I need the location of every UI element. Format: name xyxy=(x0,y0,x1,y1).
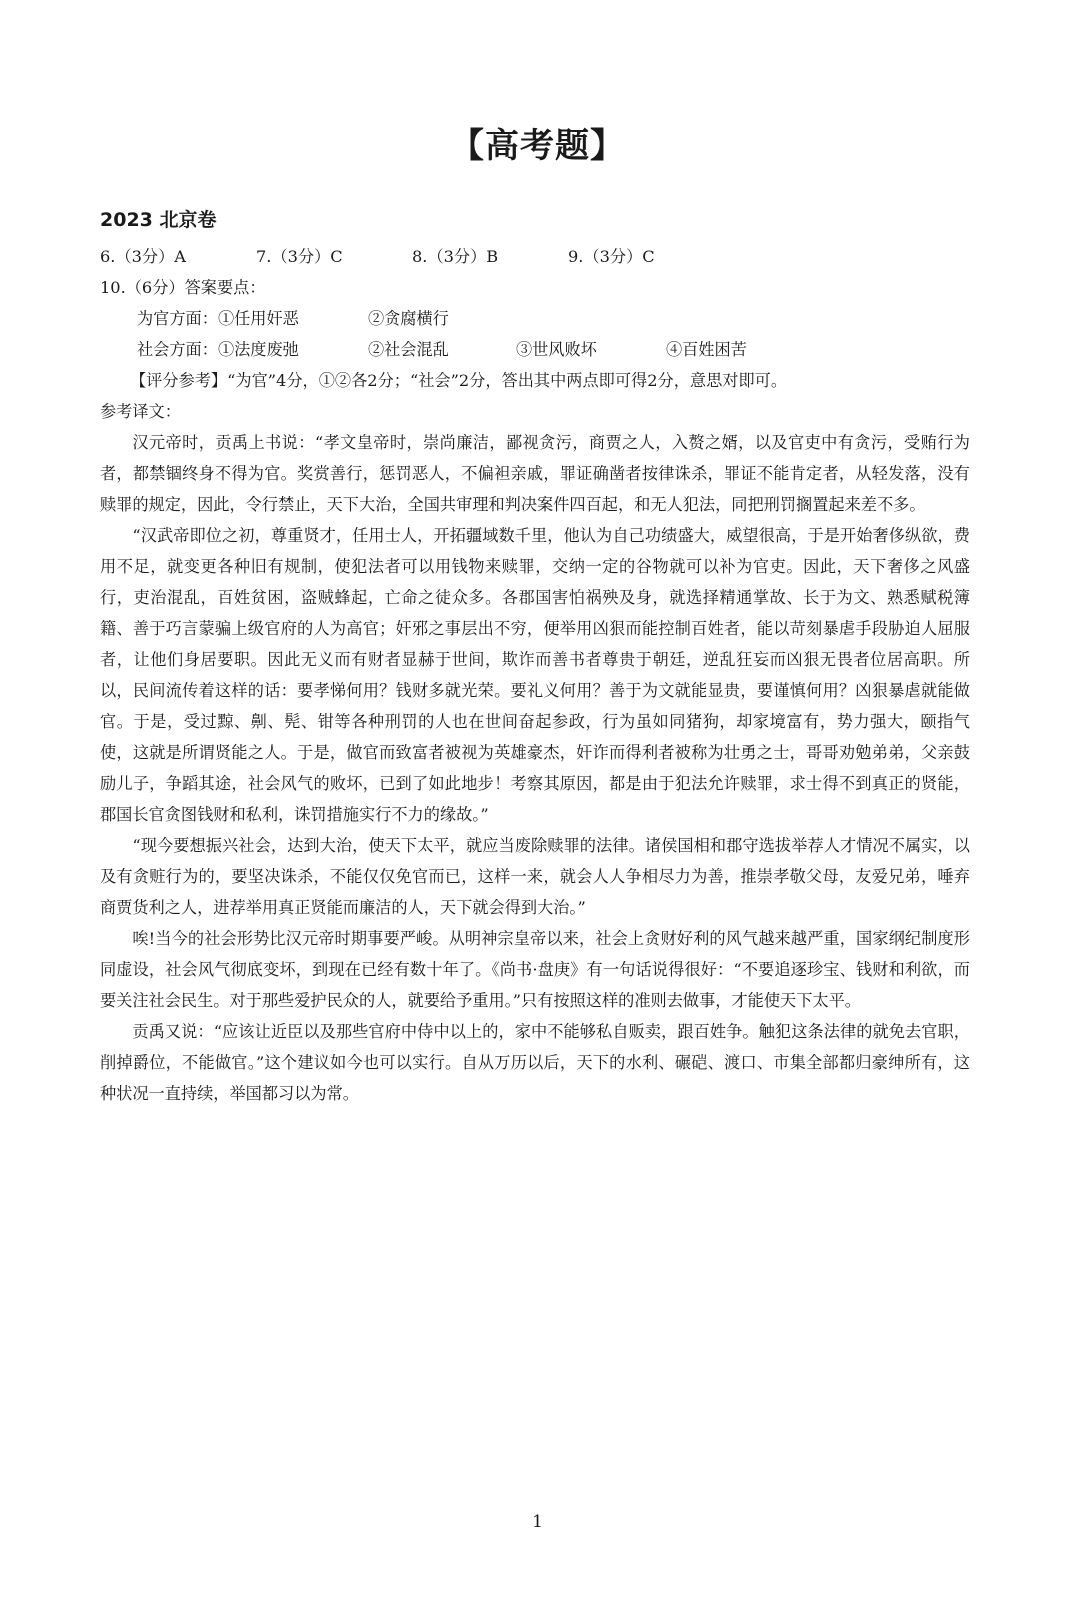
answer-item: 6.（3分）A xyxy=(100,247,186,266)
scoring-note: 【评分参考】“为官”4分，①②各2分；“社会”2分，答出其中两点即可得2分，意思对即可。 xyxy=(130,371,788,390)
translation-paragraph: 唉!当今的社会形势比汉元帝时期事要严峻。从明神宗皇帝以来，社会上贪财好利的风气越来越严重，国家纲纪制度形同虚设，社会风气彻底变坏，到现在已经有数十年了。《尚书·盘庚》有一句话说得很好：“不要追逐珍宝、钱财和利欲，而要关注社会民生。对于那些爱护民众的人，就要给予重用。”只有按照这样的准则去做事，才能使天下太平。 xyxy=(100,929,970,1010)
answer-row xyxy=(100,241,970,272)
society-point: ①法度废弛 xyxy=(217,340,299,359)
society-point: ②社会混乱 xyxy=(367,340,449,359)
society-label: 社会方面： xyxy=(137,340,218,359)
society-point: ④百姓困苦 xyxy=(665,340,747,359)
answer-item: 8.（3分）B xyxy=(412,247,499,266)
page-title: 【高考题】 xyxy=(450,126,625,166)
translation-heading: 参考译文： xyxy=(100,402,181,421)
society-point: ③世风败坏 xyxy=(515,340,597,359)
society-row xyxy=(100,334,970,365)
officials-point: ②贪腐横行 xyxy=(367,309,449,328)
answer-item: 9.（3分）C xyxy=(568,247,655,266)
officials-point: ①任用奸恶 xyxy=(217,309,299,328)
answer-content xyxy=(100,241,970,1109)
page-number: 1 xyxy=(532,1512,543,1532)
officials-row xyxy=(100,303,970,334)
q10-heading: 10.（6分）答案要点： xyxy=(100,278,266,297)
section-heading: 2023 北京卷 xyxy=(100,209,217,231)
answer-item: 7.（3分）C xyxy=(256,247,343,266)
translation-paragraph: 汉元帝时，贡禹上书说：“孝文皇帝时，崇尚廉洁，鄙视贪污，商贾之人，入赘之婿，以及官吏中有贪污，受贿行为者，都禁锢终身不得为官。奖赏善行，惩罚恶人，不偏袒亲戚，罪证确凿者按律诛杀，罪证不能肯定者，从轻发落，没有赎罪的规定，因此，令行禁止，天下大治，全国共审理和判决案件四百起，和无人犯法，同把刑罚搁置起来差不多。 xyxy=(100,433,970,514)
translation-paragraph: “现今要想振兴社会，达到大治，使天下太平，就应当废除赎罪的法律。诸侯国相和郡守选拔举荐人才情况不属实，以及有贪赃行为的，要坚决诛杀，不能仅仅免官而已，这样一来，就会人人争相尽力为善，推崇孝敬父母，友爱兄弟，唾弃商贾货利之人，进荐举用真正贤能而廉洁的人，天下就会得到大治。” xyxy=(100,836,970,917)
translation-paragraph: 贡禹又说：“应该让近臣以及那些官府中侍中以上的，家中不能够私自贩卖，跟百姓争。触犯这条法律的就免去官职，削掉爵位，不能做官。”这个建议如今也可以实行。自从万历以后，天下的水利、碾硙、渡口、市集全部都归豪绅所有，这种状况一直持续，举国都习以为常。 xyxy=(100,1022,970,1103)
officials-label: 为官方面： xyxy=(137,309,218,328)
translation-paragraph: “汉武帝即位之初，尊重贤才，任用士人，开拓疆域数千里，他认为自己功绩盛大，威望很高，于是开始奢侈纵欲，费用不足，就变更各种旧有规制，使犯法者可以用钱物来赎罪，交纳一定的谷物就可以补为官吏。因此，天下奢侈之风盛行，吏治混乱，百姓贫困，盗贼蜂起，亡命之徒众多。各郡国害怕祸殃及身，就选择精通掌故、长于为文、熟悉赋税簿籍、善于巧言蒙骗上级官府的人为高官；奸邪之事层出不穷，便举用凶狠而能控制百姓者，能以苛刻暴虐手段胁迫人屈服者，让他们身居要职。因此无义而有财者显赫于世间，欺诈而善书者尊贵于朝廷，逆乱狂妄而凶狠无畏者位居高职。所以，民间流传着这样的话：要孝悌何用？钱财多就光荣。要礼义何用？善于为文就能显贵，要谨慎何用？凶狠暴虐就能做官。于是，受过黥、劓、髡、钳等各种刑罚的人也在世间奋起参政，行为虽如同猪狗，却家境富有，势力强大，颐指气使，这就是所谓贤能之人。于是，做官而致富者被视为英雄豪杰，奸诈而得利者被称为壮勇之士，哥哥劝勉弟弟，父亲鼓励儿子，争蹈其途，社会风气的败坏，已到了如此地步！考察其原因，都是由于犯法允许赎罪，求士得不到真正的贤能，郡国长官贪图钱财和私利，诛罚措施实行不力的缘故。” xyxy=(100,526,970,824)
